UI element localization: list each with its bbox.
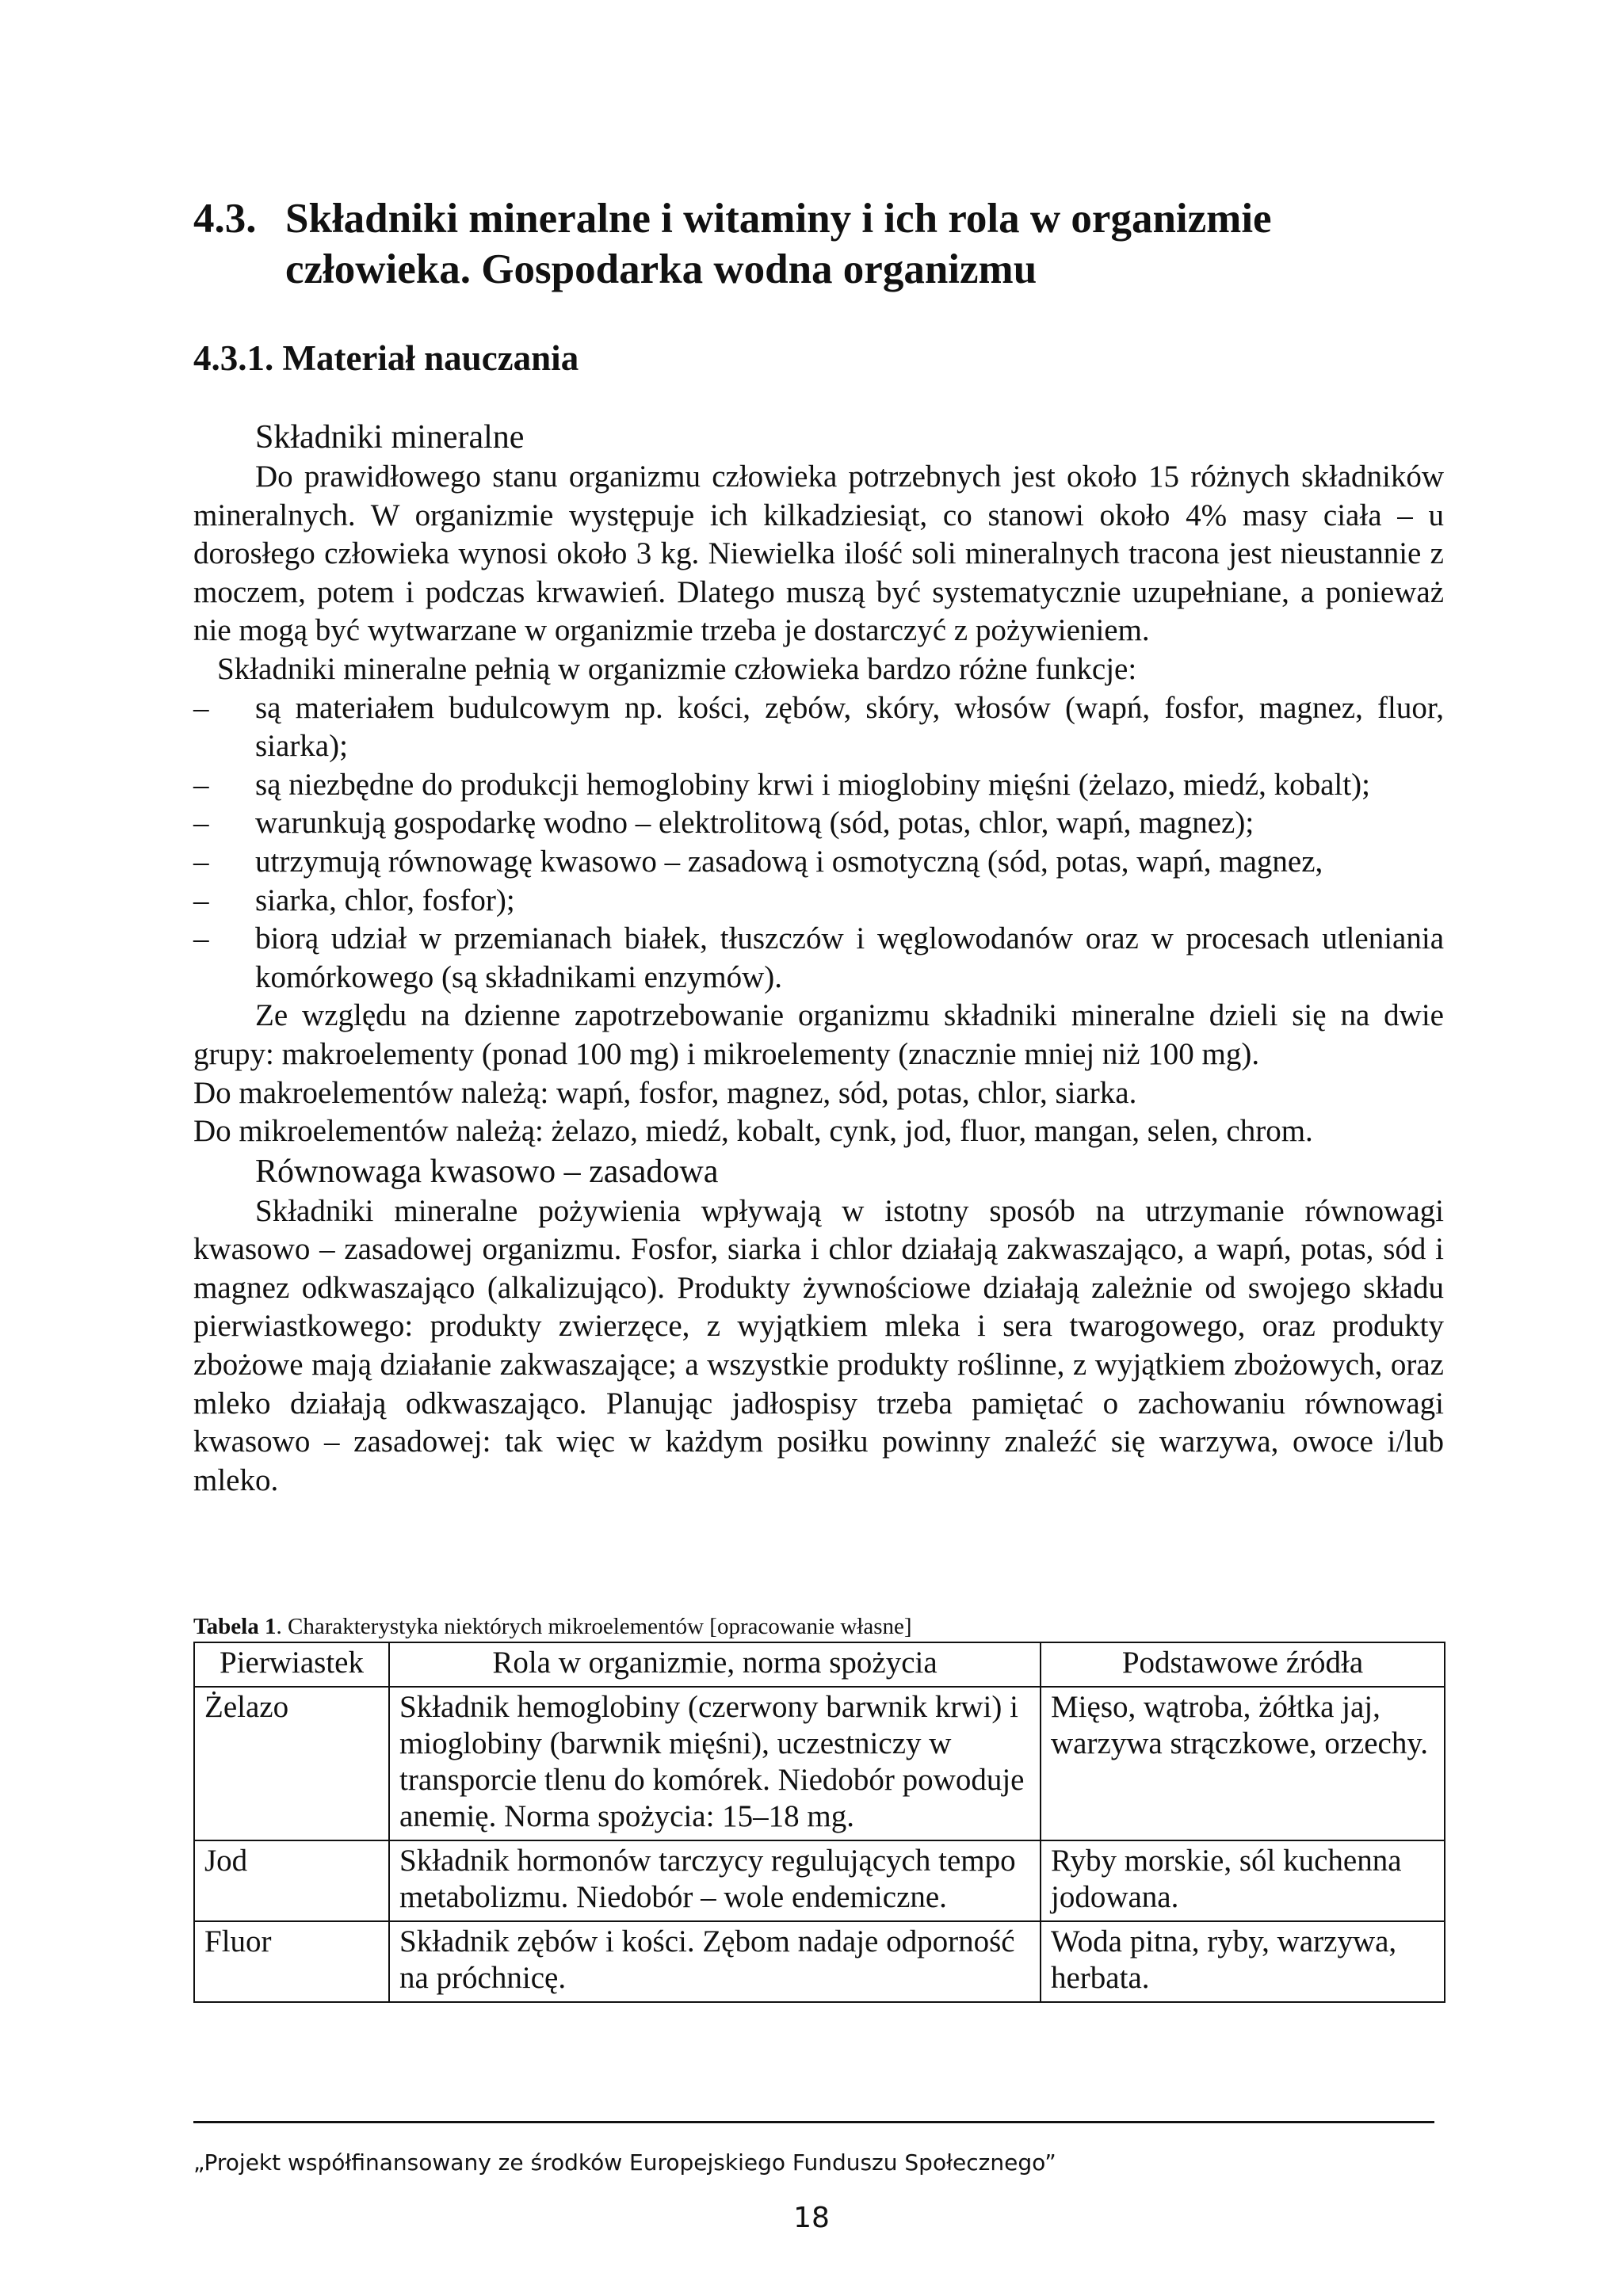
balance-heading: Równowaga kwasowo – zasadowa [255, 1153, 719, 1190]
section-title-line1: Składniki mineralne i witaminy i ich rola w organizmie [285, 196, 1272, 242]
table-caption-label: Tabela 1 [193, 1614, 277, 1639]
table-row [194, 1687, 1445, 1840]
column-header: Rola w organizmie, norma spożycia [389, 1642, 1041, 1687]
section-number: 4.3. [193, 196, 257, 242]
footer-text: „Projekt współfinansowany ze środków Europejskiego Funduszu Społecznego” [193, 2149, 1056, 2176]
subsection-title: 4.3.1. Materiał nauczania [193, 338, 579, 378]
macroelements-paragraph: Do makroelementów należą: wapń, fosfor, magnez, sód, potas, chlor, siarka. [193, 1075, 1137, 1110]
list-item: – biorą udział w przemianach białek, tłuszczów i węglowodanów oraz w procesach utleniania komórkowego (są składnikami enzymów). [193, 920, 1444, 997]
table-header-row [194, 1642, 1445, 1687]
role-cell: Składnik hormonów tarczycy regulujących tempo metabolizmu. Niedobór – wole endemiczne. [389, 1840, 1041, 1921]
sources-cell: Mięso, wątroba, żółtka jaj, warzywa strączkowe, orzechy. [1041, 1687, 1445, 1840]
column-header: Podstawowe źródła [1041, 1642, 1445, 1687]
table-caption [193, 1612, 912, 1641]
minerals-heading: Składniki mineralne [255, 419, 525, 456]
footer-divider [193, 2121, 1434, 2123]
list-item: – są materiałem budulcowym np. kości, zębów, skóry, włosów (wapń, fosfor, magnez, fluor, siarka); [193, 689, 1444, 766]
sources-cell: Ryby morskie, sól kuchenna jodowana. [1041, 1840, 1445, 1921]
list-item: – warunkują gospodarkę wodno – elektrolitową (sód, potas, chlor, wapń, magnez); [193, 804, 1444, 843]
body-text [193, 417, 1444, 1500]
section-title [193, 193, 1444, 295]
element-cell: Żelazo [194, 1687, 389, 1840]
microelements-paragraph: Do mikroelementów należą: żelazo, miedź, kobalt, cynk, jod, fluor, mangan, selen, chrom. [193, 1114, 1313, 1149]
page-number: 18 [793, 2202, 830, 2234]
table-caption-text: . Charakterystyka niektórych mikroelementów [opracowanie własne] [276, 1614, 912, 1639]
functions-list [193, 689, 1444, 997]
element-cell: Fluor [194, 1921, 389, 2002]
microelements-table [193, 1642, 1445, 2003]
table-row [194, 1840, 1445, 1921]
list-item: – siarka, chlor, fosfor); [193, 882, 1444, 921]
list-item: – utrzymują równowagę kwasowo – zasadową i osmotyczną (sód, potas, wapń, magnez, [193, 843, 1444, 882]
column-header: Pierwiastek [194, 1642, 389, 1687]
functions-intro: Składniki mineralne pełnią w organizmie człowieka bardzo różne funkcje: [217, 651, 1137, 686]
element-cell: Jod [194, 1840, 389, 1921]
minerals-intro-paragraph: Do prawidłowego stanu organizmu człowieka potrzebnych jest około 15 różnych składników mineralnych. W organizmie występuje ich kilkadziesiąt, co stanowi około 4% masy ciała – u dorosłego człowieka wynosi około 3 kg. Niewielka ilość soli mineralnych tracona jest nieustannie z moczem, potem i podczas krwawień. Dlatego muszą być systematycznie uzupełniane, a ponieważ nie mogą być wytwarzane w organizmie trzeba je dostarczyć z pożywieniem. [193, 460, 1444, 648]
table-row [194, 1921, 1445, 2002]
sources-cell: Woda pitna, ryby, warzywa, herbata. [1041, 1921, 1445, 2002]
list-item: – są niezbędne do produkcji hemoglobiny krwi i mioglobiny mięśni (żelazo, miedź, kobalt); [193, 766, 1444, 805]
balance-paragraph: Składniki mineralne pożywienia wpływają w istotny sposób na utrzymanie równowagi kwasowo – zasadowej organizmu. Fosfor, siarka i chlor działają zakwaszająco, a wapń, potas, sód i magnez odkwaszająco (alkalizująco). Produkty żywnościowe działają zależnie od swojego składu pierwiastkowego: produkty zwierzęce, z wyjątkiem mleka i sera twarogowego, oraz produkty zbożowe mają działanie zakwaszające; a wszystkie produkty roślinne, z wyjątkiem zbożowych, oraz mleko działają odkwaszająco. Planując jadłospisy trzeba pamiętać o zachowaniu równowagi kwasowo – zasadowej: tak więc w każdym posiłku powinny znaleźć się warzywa, owoce i/lub mleko. [193, 1193, 1444, 1497]
groups-paragraph: Ze względu na dzienne zapotrzebowanie organizmu składniki mineralne dzieli się na dwie grupy: makroelementy (ponad 100 mg) i mikroelementy (znacznie mniej niż 100 mg). [193, 998, 1444, 1071]
role-cell: Składnik zębów i kości. Zębom nadaje odporność na próchnicę. [389, 1921, 1041, 2002]
role-cell: Składnik hemoglobiny (czerwony barwnik krwi) i mioglobiny (barwnik mięśni), uczestniczy w transporcie tlenu do komórek. Niedobór powoduje anemię. Norma spożycia: 15–18 mg. [389, 1687, 1041, 1840]
section-title-line2: człowieka. Gospodarka wodna organizmu [285, 246, 1037, 292]
